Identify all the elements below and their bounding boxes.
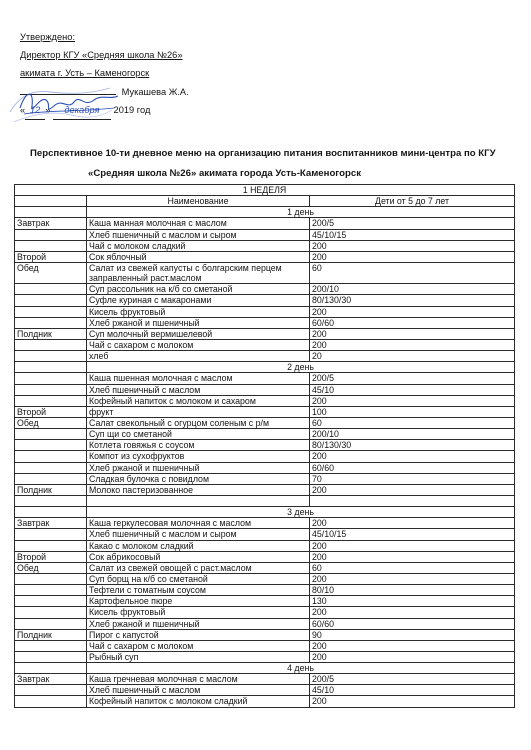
menu-row bbox=[15, 596, 515, 607]
meal-cell bbox=[15, 607, 87, 618]
menu-row bbox=[15, 406, 515, 417]
menu-row bbox=[15, 339, 515, 350]
meal-cell: Второй bbox=[15, 251, 87, 262]
menu-row bbox=[15, 562, 515, 573]
meal-cell: Второй bbox=[15, 551, 87, 562]
meal-cell bbox=[15, 429, 87, 440]
dish-cell: Рыбный суп bbox=[87, 651, 310, 662]
portion-cell: 200 bbox=[310, 607, 515, 618]
meal-cell bbox=[15, 596, 87, 607]
portion-cell: 45/10/15 bbox=[310, 529, 515, 540]
menu-row bbox=[15, 240, 515, 251]
dish-cell: Хлеб ржаной и пшеничный bbox=[87, 462, 310, 473]
portion-cell: 200/5 bbox=[310, 218, 515, 229]
meal-cell bbox=[15, 384, 87, 395]
meal-cell: Полдник bbox=[15, 328, 87, 339]
portion-cell: 200 bbox=[310, 518, 515, 529]
menu-row bbox=[15, 251, 515, 262]
meal-cell bbox=[15, 362, 87, 373]
meal-cell bbox=[15, 663, 87, 674]
portion-cell: 200 bbox=[310, 339, 515, 350]
menu-row bbox=[15, 317, 515, 328]
portion-cell: 200/10 bbox=[310, 429, 515, 440]
dish-cell: Сок яблочный bbox=[87, 251, 310, 262]
column-header-meal bbox=[15, 196, 87, 207]
date-day: 12 bbox=[25, 101, 45, 120]
meal-cell bbox=[15, 618, 87, 629]
menu-row bbox=[15, 284, 515, 295]
portion-cell: 80/130/30 bbox=[310, 295, 515, 306]
column-header-age: Дети от 5 до 7 лет bbox=[310, 196, 515, 207]
dish-cell: Суп щи со сметаной bbox=[87, 429, 310, 440]
portion-cell: 80/10 bbox=[310, 585, 515, 596]
meal-cell: Полдник bbox=[15, 629, 87, 640]
menu-row bbox=[15, 328, 515, 339]
akimat-line: акимата г. Усть – Каменогорск bbox=[20, 68, 150, 79]
dish-cell: Каша гречневая молочная с маслом bbox=[87, 674, 310, 685]
portion-cell: 200 bbox=[310, 240, 515, 251]
meal-cell bbox=[15, 395, 87, 406]
portion-cell: 200 bbox=[310, 551, 515, 562]
menu-row bbox=[15, 484, 515, 495]
portion-cell: 90 bbox=[310, 629, 515, 640]
menu-row bbox=[15, 573, 515, 584]
meal-cell: Обед bbox=[15, 417, 87, 428]
date-month: декабря bbox=[53, 101, 111, 120]
day-label: 2 день bbox=[87, 362, 515, 373]
day-label: 3 день bbox=[87, 507, 515, 518]
title-line-2: «Средняя школа №26» акимата города Усть-Каменогорск bbox=[88, 168, 362, 179]
dish-cell: Тефтели с томатным соусом bbox=[87, 585, 310, 596]
date-open-quote: « bbox=[20, 104, 26, 115]
portion-cell: 200 bbox=[310, 640, 515, 651]
dish-cell: хлеб bbox=[87, 351, 310, 362]
dish-cell: Кисель фруктовый bbox=[87, 607, 310, 618]
meal-cell bbox=[15, 317, 87, 328]
meal-cell bbox=[15, 640, 87, 651]
meal-cell bbox=[15, 295, 87, 306]
dish-cell: Кофейный напиток с молоком сладкий bbox=[87, 696, 310, 707]
menu-row bbox=[15, 351, 515, 362]
dish-cell: Хлеб пшеничный с маслом bbox=[87, 685, 310, 696]
meal-cell bbox=[15, 373, 87, 384]
menu-row bbox=[15, 462, 515, 473]
dish-cell: Суп молочный вермишелевой bbox=[87, 328, 310, 339]
meal-cell bbox=[15, 685, 87, 696]
meal-cell bbox=[15, 696, 87, 707]
portion-cell: 45/10 bbox=[310, 384, 515, 395]
day-header-row bbox=[15, 207, 515, 218]
approved-label: Утверждено: bbox=[20, 32, 76, 42]
menu-row bbox=[15, 395, 515, 406]
meal-cell bbox=[15, 351, 87, 362]
meal-cell bbox=[15, 651, 87, 662]
dish-cell: Хлеб ржаной и пшеничный bbox=[87, 317, 310, 328]
menu-row bbox=[15, 685, 515, 696]
menu-row bbox=[15, 629, 515, 640]
meal-cell bbox=[15, 462, 87, 473]
portion-cell: 200 bbox=[310, 251, 515, 262]
portion-cell: 200 bbox=[310, 306, 515, 317]
dish-cell bbox=[87, 495, 310, 506]
director-line: Директор КГУ «Средняя школа №26» bbox=[20, 50, 183, 61]
portion-cell: 200 bbox=[310, 395, 515, 406]
portion-cell: 45/10 bbox=[310, 685, 515, 696]
portion-cell: 70 bbox=[310, 473, 515, 484]
meal-cell: Обед bbox=[15, 262, 87, 283]
week-header: 1 НЕДЕЛЯ bbox=[15, 185, 515, 196]
portion-cell: 60 bbox=[310, 417, 515, 428]
dish-cell: Каша пшенная молочная с маслом bbox=[87, 373, 310, 384]
portion-cell: 200 bbox=[310, 451, 515, 462]
menu-row bbox=[15, 306, 515, 317]
meal-cell bbox=[15, 573, 87, 584]
dish-cell: Салат из свежей овощей с раст.маслом bbox=[87, 562, 310, 573]
dish-cell: Сладкая булочка с повидлом bbox=[87, 473, 310, 484]
menu-row bbox=[15, 229, 515, 240]
portion-cell: 200 bbox=[310, 696, 515, 707]
menu-row bbox=[15, 440, 515, 451]
meal-cell bbox=[15, 306, 87, 317]
meal-cell bbox=[15, 473, 87, 484]
menu-row bbox=[15, 429, 515, 440]
portion-cell: 200/5 bbox=[310, 674, 515, 685]
portion-cell: 200 bbox=[310, 540, 515, 551]
meal-cell: Обед bbox=[15, 562, 87, 573]
signatory-name: Мукашева Ж.А. bbox=[121, 86, 189, 97]
signature-mark bbox=[14, 84, 122, 122]
meal-cell bbox=[15, 585, 87, 596]
menu-row bbox=[15, 295, 515, 306]
portion-cell: 60 bbox=[310, 562, 515, 573]
menu-row bbox=[15, 607, 515, 618]
menu-row bbox=[15, 529, 515, 540]
meal-cell: Завтрак bbox=[15, 218, 87, 229]
date-close-quote: » bbox=[45, 104, 51, 115]
portion-cell: 80/130/30 bbox=[310, 440, 515, 451]
meal-cell bbox=[15, 440, 87, 451]
dish-cell: Чай с молоком сладкий bbox=[87, 240, 310, 251]
menu-row bbox=[15, 218, 515, 229]
dish-cell: Каша геркулесовая молочная с маслом bbox=[87, 518, 310, 529]
meal-cell: Завтрак bbox=[15, 674, 87, 685]
dish-cell: Компот из сухофруктов bbox=[87, 451, 310, 462]
meal-cell bbox=[15, 229, 87, 240]
dish-cell: Чай с сахаром с молоком bbox=[87, 339, 310, 350]
dish-cell: Какао с молоком сладкий bbox=[87, 540, 310, 551]
menu-row bbox=[15, 417, 515, 428]
portion-cell bbox=[310, 495, 515, 506]
menu-row bbox=[15, 618, 515, 629]
menu-row bbox=[15, 451, 515, 462]
menu-row bbox=[15, 696, 515, 707]
portion-cell: 200 bbox=[310, 573, 515, 584]
meal-cell bbox=[15, 451, 87, 462]
portion-cell: 45/10/15 bbox=[310, 229, 515, 240]
dish-cell: Котлета говяжья с соусом bbox=[87, 440, 310, 451]
dish-cell: Кофейный напиток с молоком и сахаром bbox=[87, 395, 310, 406]
meal-cell bbox=[15, 540, 87, 551]
menu-row bbox=[15, 518, 515, 529]
portion-cell: 200 bbox=[310, 328, 515, 339]
dish-cell: Пирог с капустой bbox=[87, 629, 310, 640]
portion-cell: 200 bbox=[310, 484, 515, 495]
day-header-row bbox=[15, 362, 515, 373]
menu-row bbox=[15, 262, 515, 283]
title-line-1: Перспективное 10-ти дневное меню на организацию питания воспитанников мини-центра по КГУ bbox=[30, 148, 496, 159]
week-header-row bbox=[15, 185, 515, 196]
dish-cell: Салат свекольный с огурцом соленым с р/м bbox=[87, 417, 310, 428]
portion-cell: 60 bbox=[310, 262, 515, 283]
dish-cell: Хлеб пшеничный с маслом bbox=[87, 384, 310, 395]
dish-cell: Хлеб пшеничный с маслом и сыром bbox=[87, 529, 310, 540]
menu-row bbox=[15, 373, 515, 384]
menu-row bbox=[15, 540, 515, 551]
meal-cell bbox=[15, 240, 87, 251]
dish-cell: Молоко пастеризованное bbox=[87, 484, 310, 495]
document-title bbox=[30, 144, 510, 184]
column-header-row bbox=[15, 196, 515, 207]
meal-cell bbox=[15, 529, 87, 540]
dish-cell: Картофельное пюре bbox=[87, 596, 310, 607]
meal-cell bbox=[15, 207, 87, 218]
dish-cell: Суп рассольник на к/б со сметаной bbox=[87, 284, 310, 295]
portion-cell: 130 bbox=[310, 596, 515, 607]
menu-row bbox=[15, 651, 515, 662]
portion-cell: 60/60 bbox=[310, 462, 515, 473]
dish-cell: Кисель фруктовый bbox=[87, 306, 310, 317]
portion-cell: 20 bbox=[310, 351, 515, 362]
dish-cell: фрукт bbox=[87, 406, 310, 417]
meal-cell bbox=[15, 284, 87, 295]
menu-row bbox=[15, 640, 515, 651]
blank-row bbox=[15, 495, 515, 506]
meal-cell: Второй bbox=[15, 406, 87, 417]
day-header-row bbox=[15, 663, 515, 674]
dish-cell: Суп борщ на к/б со сметаной bbox=[87, 573, 310, 584]
portion-cell: 60/60 bbox=[310, 618, 515, 629]
day-label: 4 день bbox=[87, 663, 515, 674]
portion-cell: 200/10 bbox=[310, 284, 515, 295]
portion-cell: 200 bbox=[310, 651, 515, 662]
meal-cell bbox=[15, 507, 87, 518]
dish-cell: Хлеб пшеничный с маслом и сыром bbox=[87, 229, 310, 240]
dish-cell: Суфле куриная с макаронами bbox=[87, 295, 310, 306]
menu-row bbox=[15, 551, 515, 562]
dish-cell: Сок абрикосовый bbox=[87, 551, 310, 562]
menu-row bbox=[15, 384, 515, 395]
portion-cell: 60/60 bbox=[310, 317, 515, 328]
dish-cell: Каша манная молочная с маслом bbox=[87, 218, 310, 229]
portion-cell: 100 bbox=[310, 406, 515, 417]
menu-table bbox=[14, 184, 515, 708]
dish-cell: Хлеб ржаной и пшеничный bbox=[87, 618, 310, 629]
portion-cell: 200/5 bbox=[310, 373, 515, 384]
menu-row bbox=[15, 585, 515, 596]
menu-row bbox=[15, 473, 515, 484]
day-label: 1 день bbox=[87, 207, 515, 218]
meal-cell: Полдник bbox=[15, 484, 87, 495]
column-header-name: Наименование bbox=[87, 196, 310, 207]
meal-cell bbox=[15, 339, 87, 350]
day-header-row bbox=[15, 507, 515, 518]
date-year: 2019 год bbox=[113, 104, 151, 115]
meal-cell bbox=[15, 495, 87, 506]
dish-cell: Чай с сахаром с молоком bbox=[87, 640, 310, 651]
meal-cell: Завтрак bbox=[15, 518, 87, 529]
menu-row bbox=[15, 674, 515, 685]
dish-cell: Салат из свежей капусты с болгарским перцем заправленный раст.маслом bbox=[87, 262, 310, 283]
